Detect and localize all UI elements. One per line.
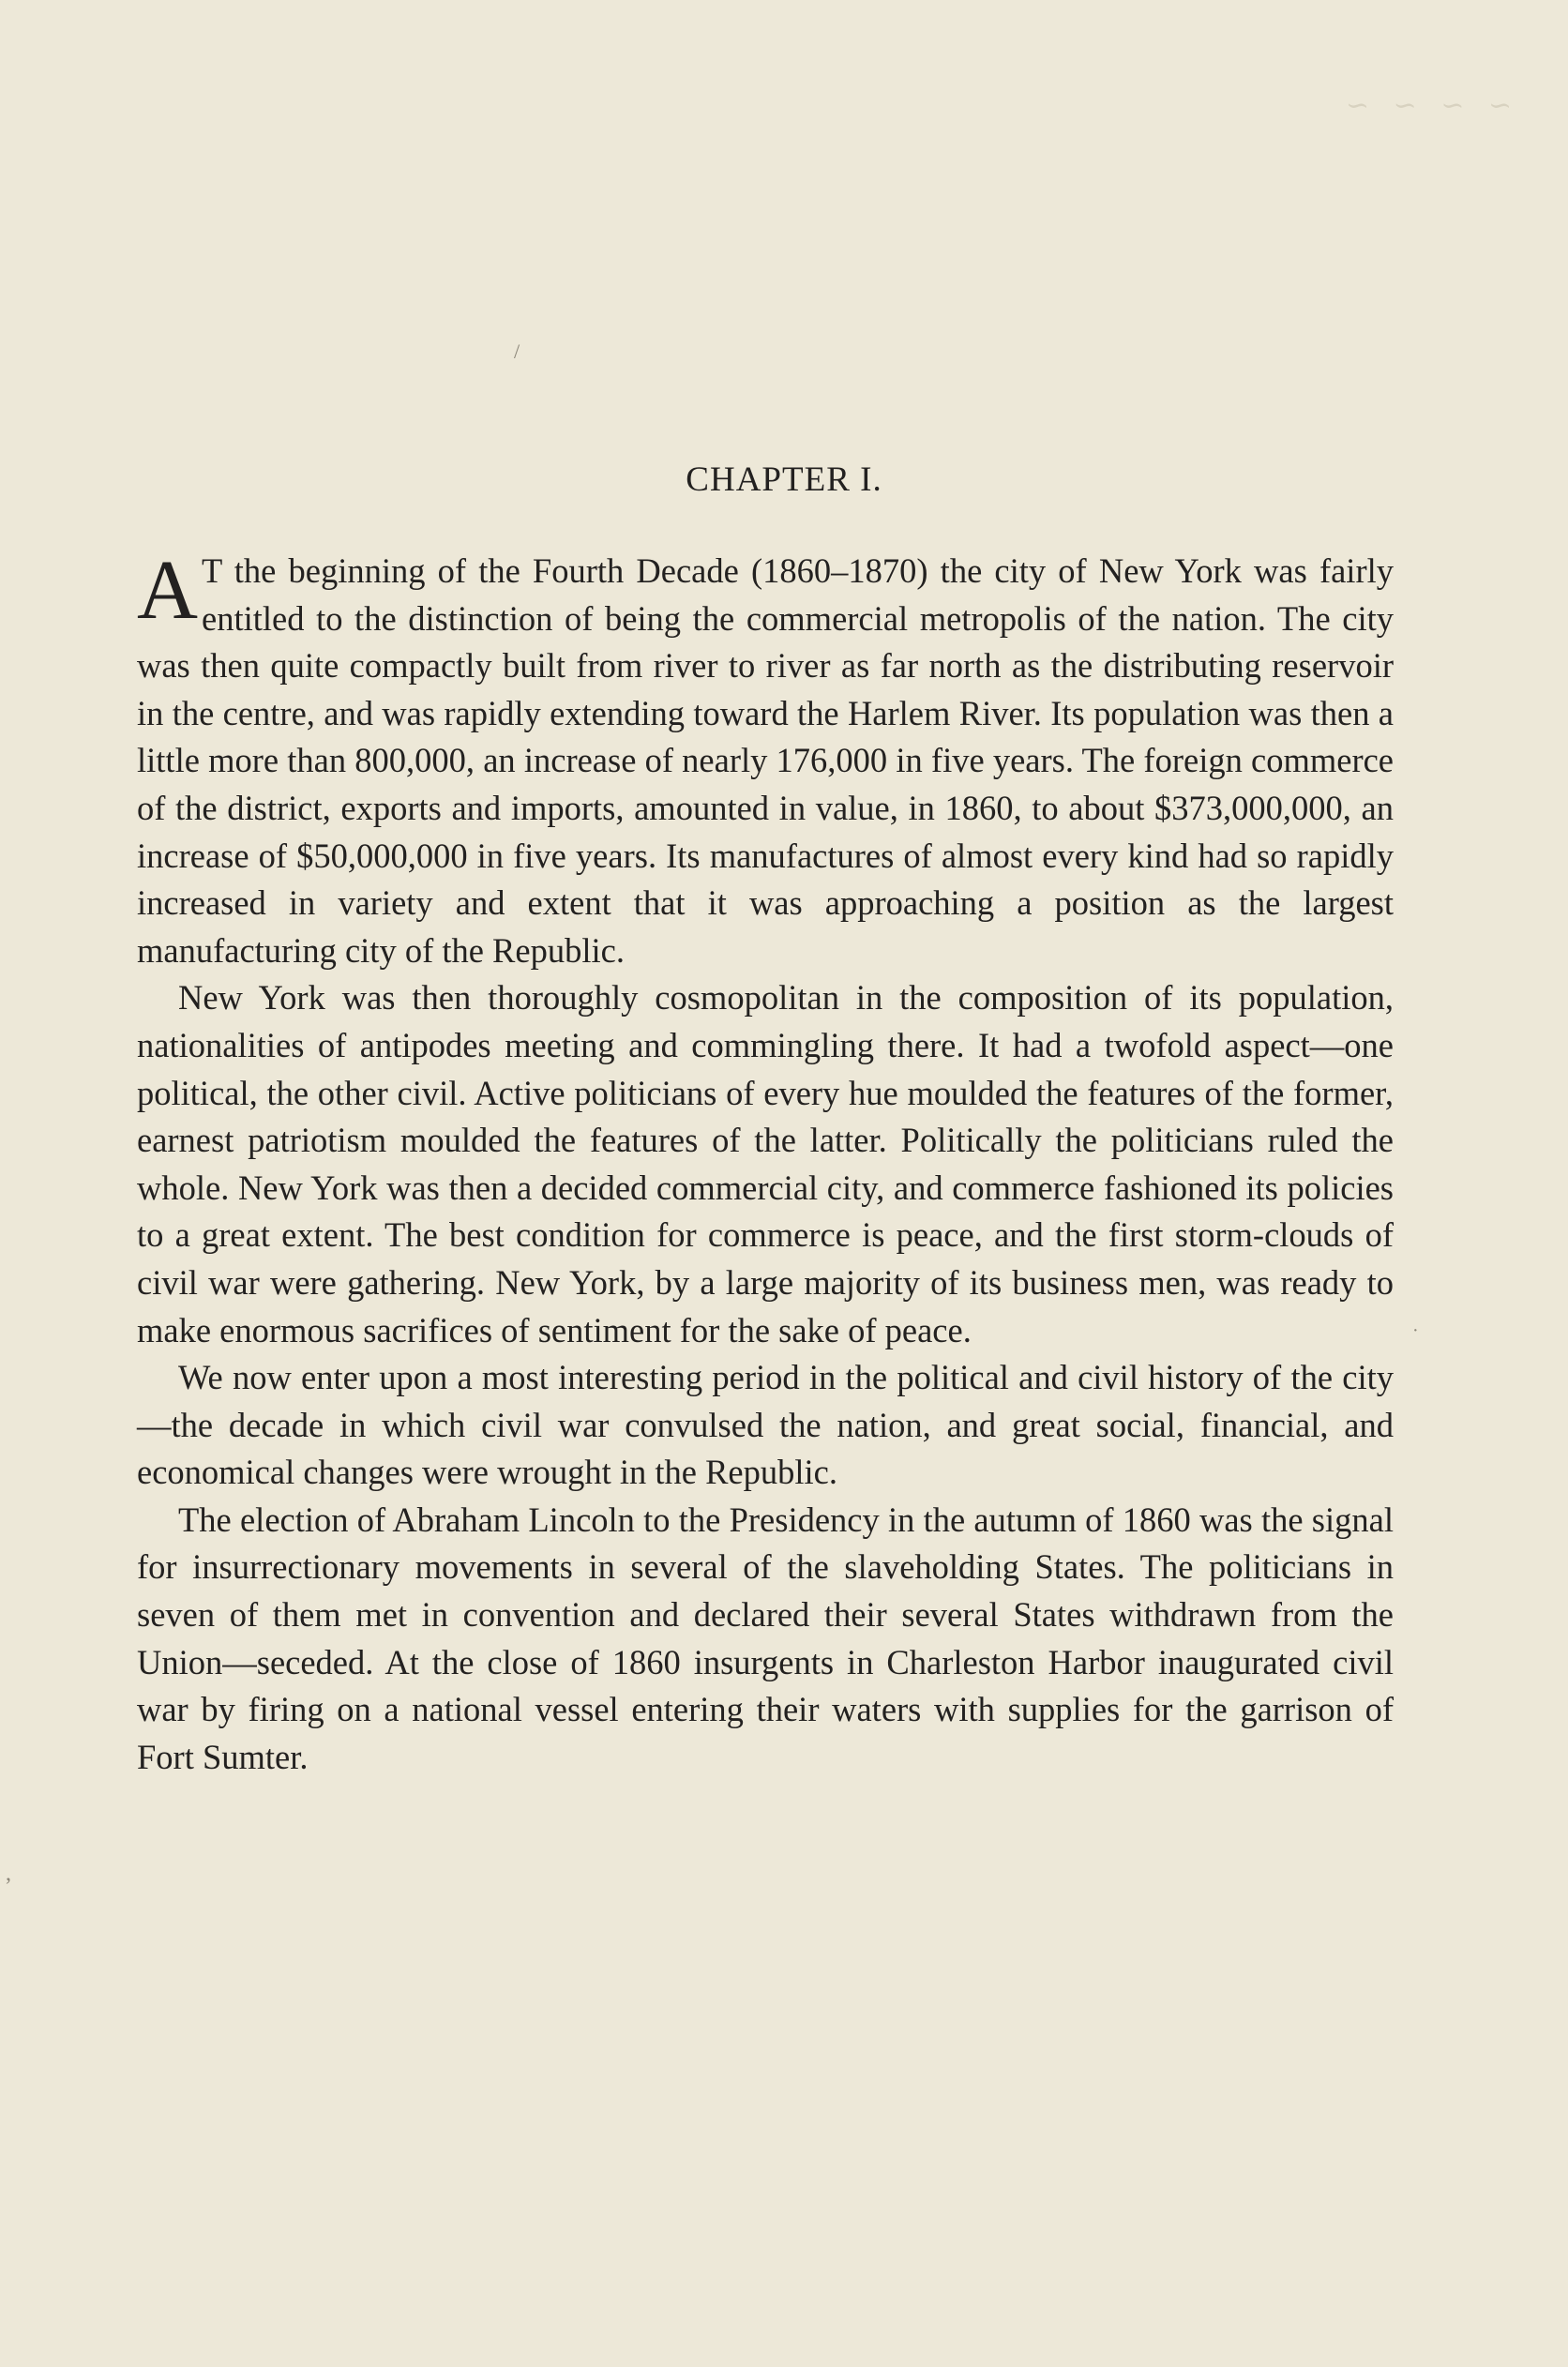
- stray-mark: /: [514, 339, 520, 363]
- body-text: [137, 544, 1394, 1781]
- paragraph-1: [137, 544, 1394, 974]
- paragraph-2: New York was then thoroughly cosmopolitan in the composition of its population, nationalities of antipodes meeting and commingling there. It had a twofold aspect—one political, the other civil. Active politicians of every hue moulded the features of the former, earnest patriotism moulded the features of the latter. Politically the politicians ruled the whole. New York was then a decided commercial city, and commerce fashioned its policies to a great extent. The best condition for commerce is peace, and the first storm-clouds of civil war were gathering. New York, by a large majority of its business men, was ready to make enormous sacrifices of sentiment for the sake of peace.: [137, 978, 1394, 1349]
- chapter-title: CHAPTER I.: [686, 460, 882, 499]
- paragraph-text: T the beginning of the Fourth Decade (1860–1870) the city of New York was fairly entitled to the distinction of being the commercial metropolis of the nation. The city was then quite compactly built from river to river as far north as the distributing reservoir in the centre, and was rapidly extending toward the Harlem River. Its population was then a little more than 800,000, an increase of nearly 176,000 in five years. The foreign commerce of the district, exports and imports, amounted in value, in 1860, to about $373,000,000, an increase of $50,000,000 in five years. Its manufactures of almost every kind had so rapidly increased in variety and extent that it was approaching a position as the largest manufacturing city of the Republic.: [137, 551, 1394, 970]
- paragraph-3: We now enter upon a most interesting period in the political and civil history of the city—the decade in which civil war convulsed the nation, and great social, financial, and economical changes were wrought in the Republic.: [137, 1358, 1394, 1492]
- paragraph-4: The election of Abraham Lincoln to the Presidency in the autumn of 1860 was the signal for insurrectionary movements in several of the slaveholding States. The politicians in seven of them met in convention and declared their several States withdrawn from the Union—seceded. At the close of 1860 insurgents in Charleston Harbor inaugurated civil war by firing on a national vessel entering their waters with supplies for the garrison of Fort Sumter.: [137, 1500, 1394, 1776]
- stray-mark: ·: [1412, 1320, 1419, 1341]
- drop-cap: A: [137, 544, 198, 637]
- stray-mark: ,: [6, 1862, 11, 1886]
- show-through-text: ~ ~ ~ ~: [1337, 89, 1512, 122]
